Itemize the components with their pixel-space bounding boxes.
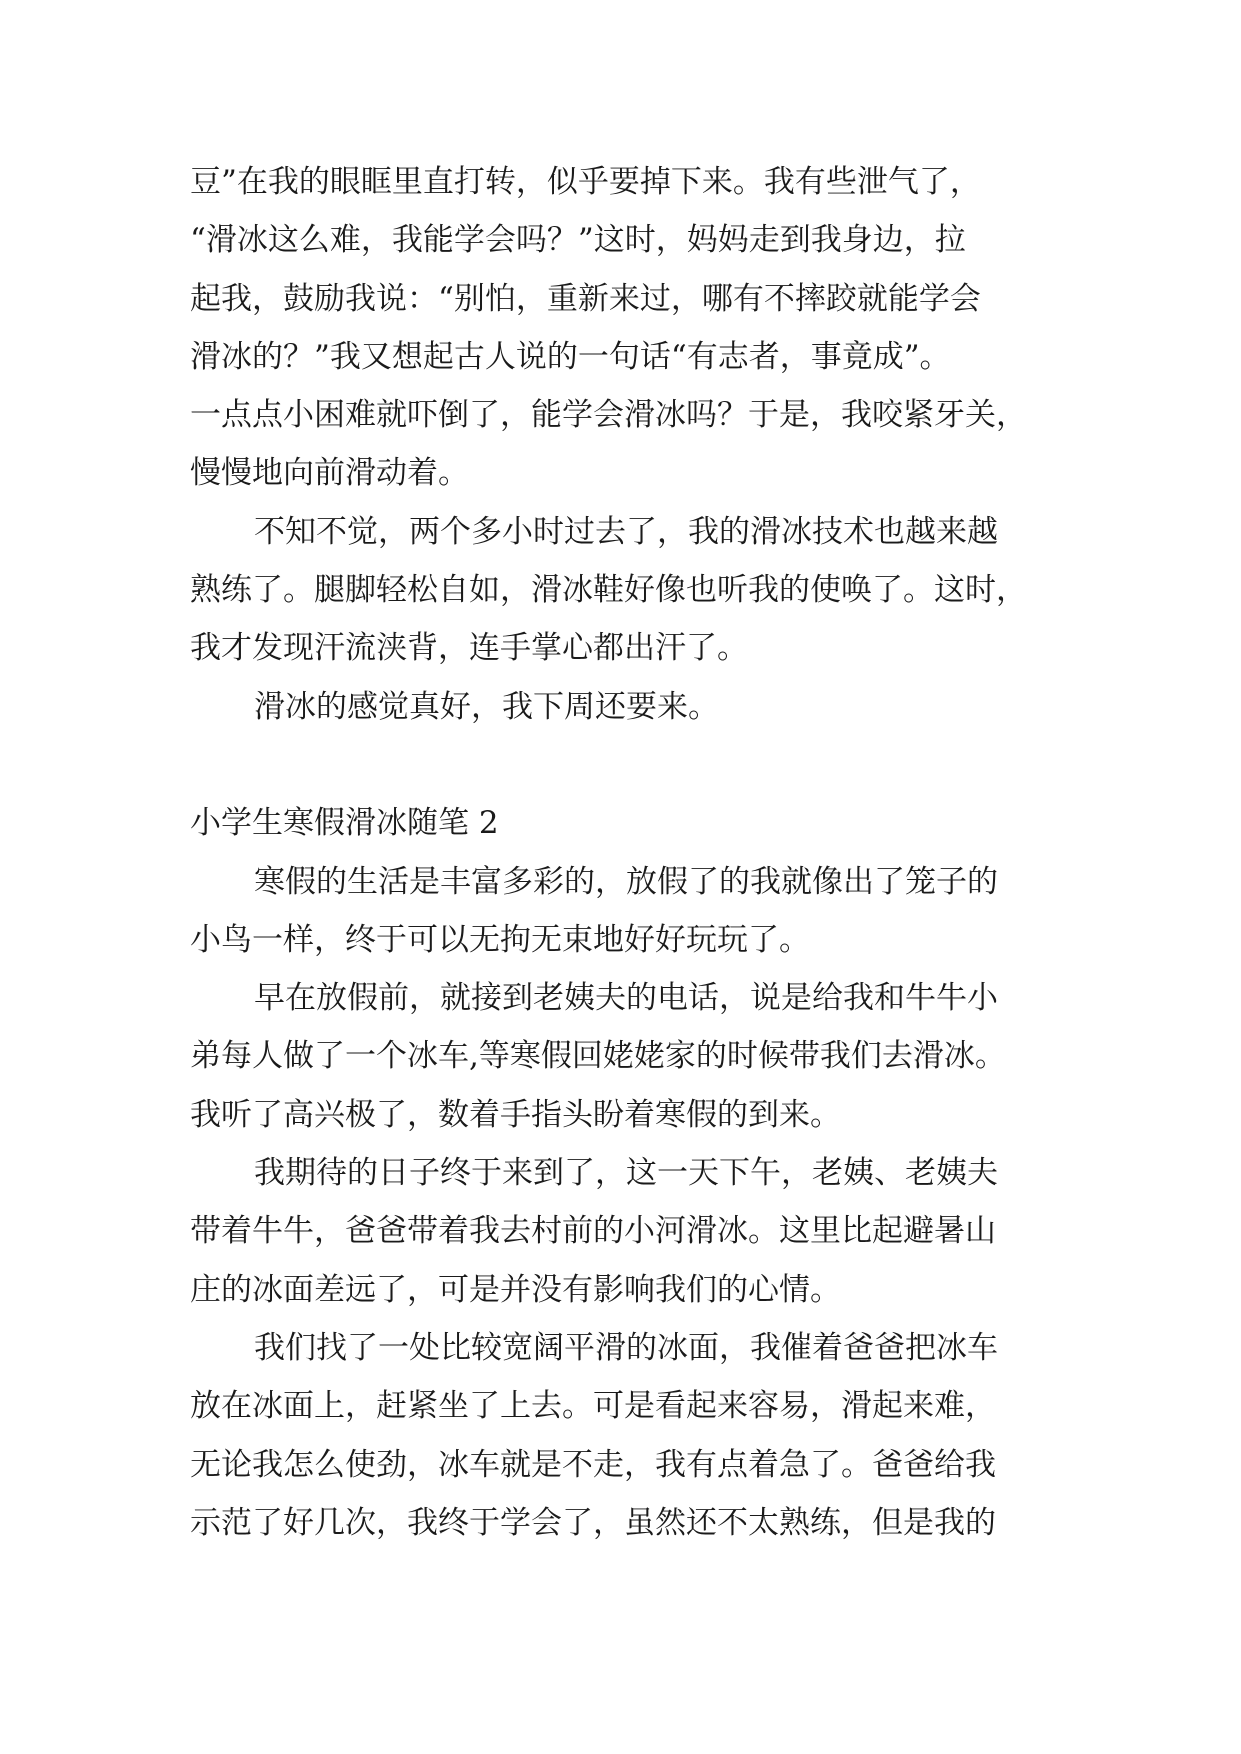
essay-body [190,153,1060,1552]
text-line: 我期待的日子终于来到了，这一天下午，老姨、老姨夫 [254,1155,998,1192]
text-line: 带着牛牛，爸爸带着我去村前的小河滑冰。这里比起避暑山 [190,1213,996,1250]
text-line: 无论我怎么使劲，冰车就是不走，我有点着急了。爸爸给我 [190,1446,996,1483]
text-line: 放在冰面上，赶紧坐了上去。可是看起来容易，滑起来难， [190,1388,996,1425]
text-line: 豆”在我的眼眶里直打转，似乎要掉下来。我有些泄气了， [190,164,981,200]
text-line: 熟练了。腿脚轻松自如，滑冰鞋好像也听我的使唤了。这时， [190,572,1027,609]
text-line: 滑冰的？”我又想起古人说的一句话“有志者，事竟成”。 [190,338,951,375]
text-line: 我才发现汗流浃背，连手掌心都出汗了。 [190,630,748,667]
text-line: 寒假的生活是丰富多彩的，放假了的我就像出了笼子的 [254,863,998,900]
text-line: 起我，鼓励我说：“别怕，重新来过，哪有不摔跤就能学会 [190,280,981,317]
text-line: “滑冰这么难，我能学会吗？”这时，妈妈走到我身边，拉 [190,222,966,259]
paragraph-practice [190,503,1060,678]
essay-2-paragraph-3 [190,1144,1060,1319]
essay-2-paragraph-2 [190,969,1060,1144]
essay-2-paragraph-1 [190,853,1060,970]
text-line: 我们找了一处比较宽阔平滑的冰面，我催着爸爸把冰车 [254,1329,998,1366]
paragraph-end [190,678,1060,736]
text-line: 弟每人做了一个冰车,等寒假回姥姥家的时候带我们去滑冰。 [190,1038,1006,1075]
paragraph-continued [190,153,1060,503]
text-line: 早在放假前，就接到老姨夫的电话，说是给我和牛牛小 [254,980,998,1017]
essay-2-paragraph-4 [190,1319,1060,1552]
essay-2-title: 小学生寒假滑冰随笔 2 [190,805,499,842]
text-line: 慢慢地向前滑动着。 [190,455,469,492]
section-gap [190,736,1060,794]
text-line: 我听了高兴极了，数着手指头盼着寒假的到来。 [190,1096,841,1133]
text-line: 不知不觉，两个多小时过去了，我的滑冰技术也越来越 [254,513,998,550]
text-line: 示范了好几次，我终于学会了，虽然还不太熟练，但是我的 [190,1504,996,1541]
text-line: 滑冰的感觉真好，我下周还要来。 [254,688,719,725]
text-line: 一点点小困难就吓倒了，能学会滑冰吗？于是，我咬紧牙关， [190,397,1027,434]
text-line: 小鸟一样，终于可以无拘无束地好好玩玩了。 [190,921,810,958]
text-line: 庄的冰面差远了，可是并没有影响我们的心情。 [190,1271,841,1308]
